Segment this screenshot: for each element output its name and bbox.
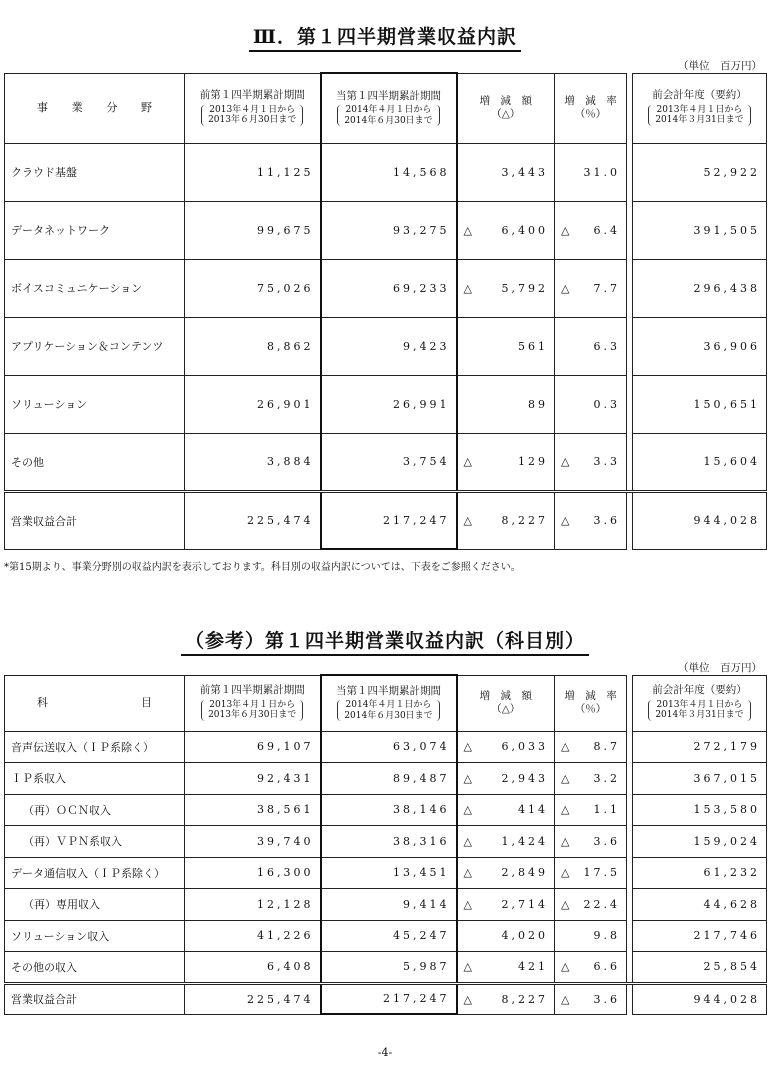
total-row (5, 983, 767, 1014)
section2-unit: （単位 百万円） (678, 662, 762, 674)
row-label: 営業収益合計 (5, 491, 185, 549)
current-period-value: 217,247 (321, 491, 457, 549)
current-period-value: 38,316 (321, 826, 457, 858)
change-amount-value: 5,792 (501, 281, 548, 295)
prior-fy-value: 15,604 (633, 433, 767, 491)
prev-period-value: 92,431 (185, 763, 321, 795)
current-period-value: 217,247 (321, 983, 457, 1014)
prev-period-value: 6,408 (185, 952, 321, 984)
table-row (5, 433, 767, 491)
row-label: ボイスコミュニケーション (5, 259, 185, 317)
prev-period-value: 99,675 (185, 201, 321, 259)
current-period-value: 38,146 (321, 794, 457, 826)
current-period-value: 14,568 (321, 143, 457, 201)
row-label: （再）専用収入 (5, 889, 185, 921)
current-period-value: 93,275 (321, 201, 457, 259)
change-rate-value: 7.7 (593, 281, 620, 295)
change-rate-value: 9.8 (593, 929, 620, 943)
change-rate-value: 1.1 (593, 803, 620, 817)
prev-period-value: 38,561 (185, 794, 321, 826)
change-rate-value: 3.6 (593, 834, 620, 848)
negative-sign: △ (463, 992, 472, 1006)
table-row (5, 201, 767, 259)
change-amount-value: 4,020 (501, 929, 548, 943)
item-revenue-table (4, 674, 767, 1015)
prev-period-header: 前第１四半期累計期間 2013年４月１日から 2013年６月30日まで (185, 675, 321, 731)
total-row (5, 491, 767, 549)
prior-fy-value: 44,628 (633, 889, 767, 921)
prior-fy-value: 153,580 (633, 794, 767, 826)
prior-fy-value: 61,232 (633, 857, 767, 889)
prior-fy-header: 前会計年度（要約） 2013年４月１日から 2014年３月31日まで (633, 675, 767, 731)
prior-fy-value: 944,028 (633, 491, 767, 549)
row-label: （再）ＯＣＮ収入 (5, 794, 185, 826)
row-label: ＩＰ系収入 (5, 763, 185, 795)
prev-period-value: 69,107 (185, 731, 321, 763)
prior-fy-value: 25,854 (633, 952, 767, 984)
prior-fy-header: 前会計年度（要約） 2013年４月１日から 2014年３月31日まで (633, 73, 767, 143)
prev-period-value: 75,026 (185, 259, 321, 317)
change-rate-value: 6.4 (593, 223, 620, 237)
change-rate-value: 3.6 (593, 992, 620, 1006)
current-period-value: 9,423 (321, 317, 457, 375)
prior-fy-value: 944,028 (633, 983, 767, 1014)
prev-period-value: 11,125 (185, 143, 321, 201)
negative-sign: △ (463, 281, 472, 295)
table-row (5, 857, 767, 889)
negative-sign: △ (561, 897, 570, 911)
prev-period-value: 225,474 (185, 983, 321, 1014)
change-amount-value: 561 (518, 339, 548, 353)
negative-sign: △ (463, 771, 472, 785)
item-header: 科 目 (5, 675, 185, 731)
row-label: アプリケーション＆コンテンツ (5, 317, 185, 375)
negative-sign: △ (463, 866, 472, 880)
change-amount-value: 414 (518, 803, 548, 817)
table-row (5, 259, 767, 317)
negative-sign: △ (463, 223, 472, 237)
change-rate-value: 3.6 (593, 514, 620, 527)
prev-period-value: 8,862 (185, 317, 321, 375)
table-row (5, 731, 767, 763)
segment-header: 事 業 分 野 (5, 73, 185, 143)
prev-period-value: 225,474 (185, 491, 321, 549)
prev-period-value: 16,300 (185, 857, 321, 889)
change-rate-value: 3.2 (593, 771, 620, 785)
prior-fy-value: 272,179 (633, 731, 767, 763)
prior-fy-value: 217,746 (633, 920, 767, 952)
change-amount-value: 3,443 (501, 165, 548, 179)
current-period-value: 5,987 (321, 952, 457, 984)
segment-revenue-table (4, 72, 767, 550)
negative-sign: △ (463, 834, 472, 848)
negative-sign: △ (561, 455, 570, 468)
change-rate-value: 17.5 (583, 866, 620, 880)
change-rate-header: 増 減 率 （％） (555, 675, 627, 731)
row-label: ソリューション収入 (5, 920, 185, 952)
prior-fy-value: 150,651 (633, 375, 767, 433)
change-amount-value: 129 (518, 455, 548, 468)
page-number: -4- (377, 1046, 393, 1059)
row-label: 音声伝送収入（ＩＰ系除く） (5, 731, 185, 763)
change-amount-value: 2,943 (501, 771, 548, 785)
negative-sign: △ (561, 771, 570, 785)
prior-fy-value: 391,505 (633, 201, 767, 259)
row-label: （再）ＶＰＮ系収入 (5, 826, 185, 858)
current-period-value: 69,233 (321, 259, 457, 317)
negative-sign: △ (561, 960, 570, 974)
current-period-header: 当第１四半期累計期間 2014年４月１日から 2014年６月30日まで (321, 73, 457, 143)
change-amount-value: 6,400 (501, 223, 548, 237)
change-amount-header: 増 減 額 （△） (457, 675, 555, 731)
section1-unit: （単位 百万円） (678, 60, 762, 72)
negative-sign: △ (561, 223, 570, 237)
negative-sign: △ (561, 281, 570, 295)
change-rate-value: 3.3 (593, 455, 620, 468)
negative-sign: △ (463, 803, 472, 817)
row-label: クラウド基盤 (5, 143, 185, 201)
prev-period-value: 3,884 (185, 433, 321, 491)
change-rate-value: 6.6 (593, 960, 620, 974)
table-row (5, 794, 767, 826)
row-label: 営業収益合計 (5, 983, 185, 1014)
table-row (5, 317, 767, 375)
current-period-value: 13,451 (321, 857, 457, 889)
change-amount-value: 2,849 (501, 866, 548, 880)
negative-sign: △ (463, 960, 472, 974)
section2-title: （参考）第１四半期営業収益内訳（科目別） (0, 626, 770, 653)
change-amount-value: 89 (528, 397, 548, 411)
current-period-header: 当第１四半期累計期間 2014年４月１日から 2014年６月30日まで (321, 675, 457, 731)
negative-sign: △ (561, 514, 570, 527)
negative-sign: △ (463, 897, 472, 911)
prior-fy-value: 52,922 (633, 143, 767, 201)
negative-sign: △ (561, 866, 570, 880)
prior-fy-value: 159,024 (633, 826, 767, 858)
prev-period-value: 12,128 (185, 889, 321, 921)
change-rate-value: 8.7 (593, 740, 620, 754)
current-period-value: 3,754 (321, 433, 457, 491)
current-period-value: 63,074 (321, 731, 457, 763)
table-header-row (5, 675, 767, 731)
row-label: その他の収入 (5, 952, 185, 984)
negative-sign: △ (561, 834, 570, 848)
current-period-value: 89,487 (321, 763, 457, 795)
table-row (5, 826, 767, 858)
negative-sign: △ (463, 514, 472, 527)
change-rate-value: 31.0 (583, 165, 620, 179)
change-amount-value: 1,424 (501, 834, 548, 848)
row-label: ソリューション (5, 375, 185, 433)
prior-fy-value: 296,438 (633, 259, 767, 317)
negative-sign: △ (463, 740, 472, 754)
prior-fy-value: 36,906 (633, 317, 767, 375)
prev-period-value: 39,740 (185, 826, 321, 858)
change-amount-value: 421 (518, 960, 548, 974)
prior-fy-value: 367,015 (633, 763, 767, 795)
row-label: データネットワーク (5, 201, 185, 259)
section1-title: Ⅲ．第１四半期営業収益内訳 (0, 22, 770, 49)
footnote: *第15期より、事業分野別の収益内訳を表示しております。科目別の収益内訳については、下表をご参照ください。 (4, 562, 521, 573)
negative-sign: △ (463, 455, 472, 468)
table-header-row (5, 73, 767, 143)
table-row (5, 143, 767, 201)
change-rate-value: 22.4 (583, 897, 620, 911)
table-row (5, 920, 767, 952)
prev-period-value: 26,901 (185, 375, 321, 433)
current-period-value: 45,247 (321, 920, 457, 952)
negative-sign: △ (561, 740, 570, 754)
change-amount-value: 8,227 (501, 514, 548, 527)
change-rate-value: 6.3 (593, 339, 620, 353)
prev-period-value: 41,226 (185, 920, 321, 952)
current-period-value: 26,991 (321, 375, 457, 433)
change-amount-value: 2,714 (501, 897, 548, 911)
change-rate-value: 0.3 (593, 397, 620, 411)
negative-sign: △ (561, 992, 570, 1006)
row-label: その他 (5, 433, 185, 491)
row-label: データ通信収入（ＩＰ系除く） (5, 857, 185, 889)
change-amount-header: 増 減 額 （△） (457, 73, 555, 143)
table-row (5, 375, 767, 433)
change-amount-value: 6,033 (501, 740, 548, 754)
table-row (5, 763, 767, 795)
prev-period-header: 前第１四半期累計期間 2013年４月１日から 2013年６月30日まで (185, 73, 321, 143)
change-amount-value: 8,227 (501, 992, 548, 1006)
table-row (5, 889, 767, 921)
table-row (5, 952, 767, 984)
current-period-value: 9,414 (321, 889, 457, 921)
negative-sign: △ (561, 803, 570, 817)
change-rate-header: 増 減 率 （％） (555, 73, 627, 143)
